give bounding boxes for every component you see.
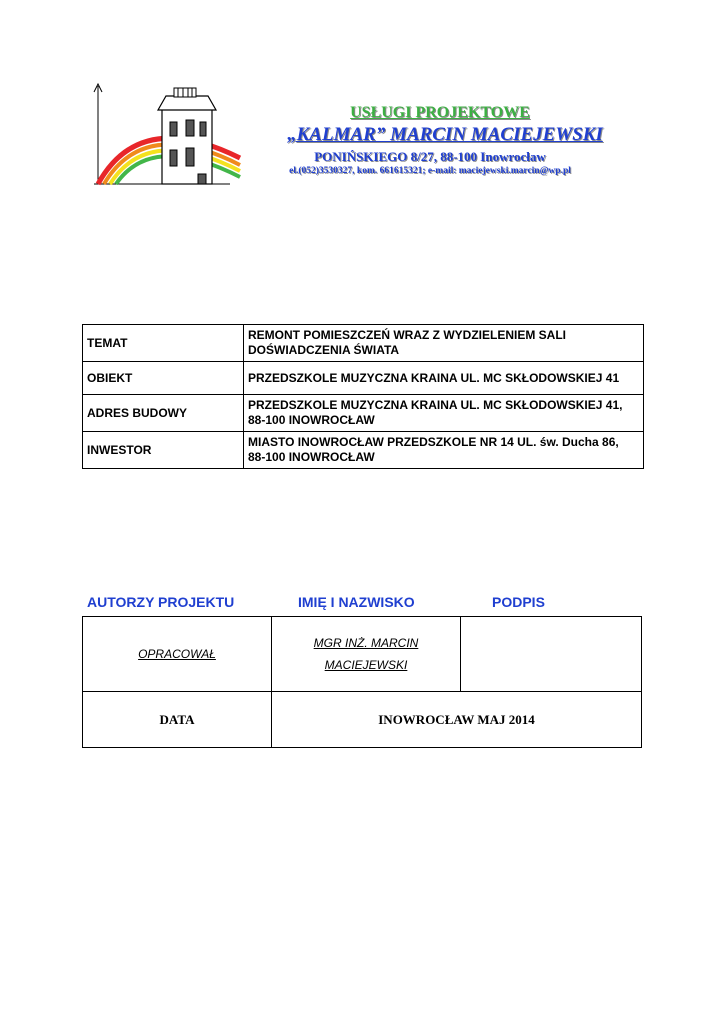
obiekt-label: OBIEKT [83, 362, 244, 395]
name-heading: IMIĘ I NAZWISKO [298, 594, 415, 610]
adres-budowy-label: ADRES BUDOWY [83, 395, 244, 432]
author-name-line2: MACIEJEWSKI [324, 658, 408, 672]
author-name-line1: MGR INŻ. MARCIN [313, 636, 419, 650]
author-name-cell [272, 617, 461, 692]
table-row [83, 617, 642, 692]
obiekt-value: PRZEDSZKOLE MUZYCZNA KRAINA UL. MC SKŁODOWSKIEJ 41 [244, 362, 644, 395]
table-row [83, 692, 642, 748]
company-service-title: USŁUGI PROJEKTOWE [350, 104, 530, 121]
authors-table [82, 616, 642, 748]
signature-heading: PODPIS [492, 594, 545, 610]
company-logo [80, 78, 245, 208]
date-label: DATA [83, 692, 272, 748]
temat-label: TEMAT [83, 325, 244, 362]
project-info-table [82, 324, 644, 469]
company-name: „KALMAR” MARCIN MACIEJEWSKI [287, 124, 603, 145]
table-row [83, 325, 644, 362]
inwestor-value: MIASTO INOWROCŁAW PRZEDSZKOLE NR 14 UL. św. Ducha 86, 88-100 INOWROCŁAW [244, 432, 644, 469]
signature-cell [461, 617, 642, 692]
table-row [83, 395, 644, 432]
table-row [83, 432, 644, 469]
inwestor-label: INWESTOR [83, 432, 244, 469]
table-row [83, 362, 644, 395]
company-address: PONIŃSKIEGO 8/27, 88-100 Inowrocław [314, 149, 546, 164]
company-contact: el.(052)3530327, kom. 661615321; e-mail: maciejewski.marcin@wp.pl [289, 166, 571, 176]
role-label: OPRACOWAŁ [138, 647, 216, 661]
adres-budowy-value: PRZEDSZKOLE MUZYCZNA KRAINA UL. MC SKŁODOWSKIEJ 41, 88-100 INOWROCŁAW [244, 395, 644, 432]
date-value: INOWROCŁAW MAJ 2014 [272, 692, 642, 748]
authors-heading: AUTORZY PROJEKTU [87, 594, 235, 610]
role-cell [83, 617, 272, 692]
temat-value: REMONT POMIESZCZEŃ WRAZ Z WYDZIELENIEM SALI DOŚWIADCZENIA ŚWIATA [244, 325, 644, 362]
